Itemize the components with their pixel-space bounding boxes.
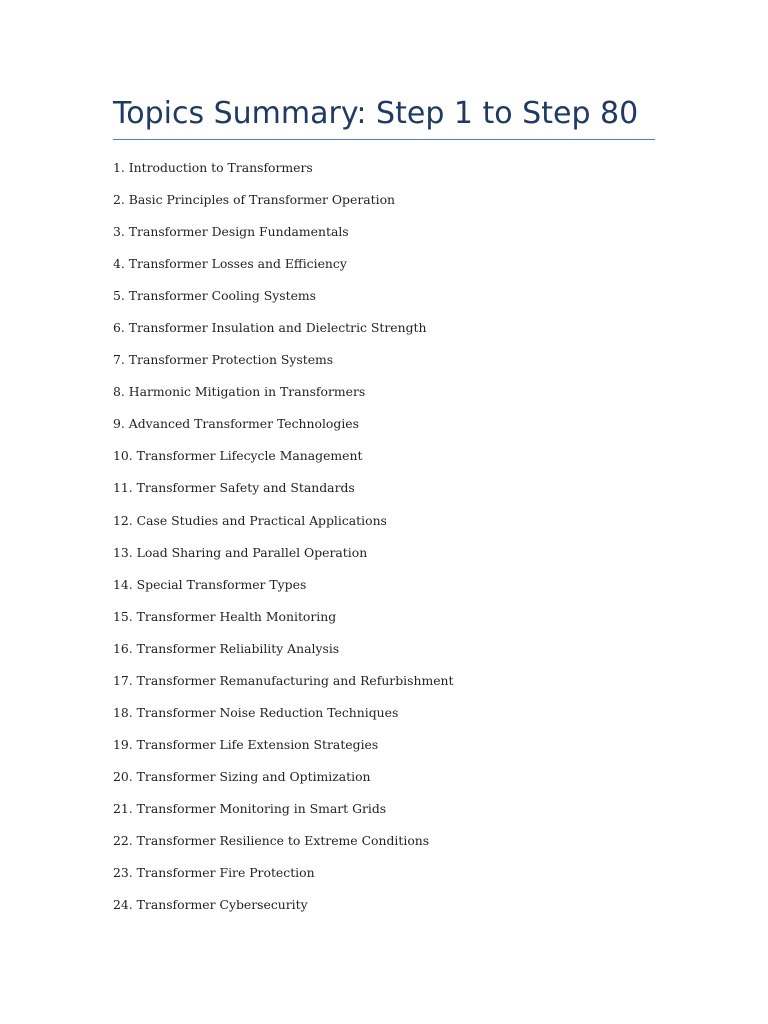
list-item: 2. Basic Principles of Transformer Operation [113, 192, 396, 208]
page-title: Topics Summary: Step 1 to Step 80 [113, 96, 639, 131]
list-item: 18. Transformer Noise Reduction Techniques [113, 704, 399, 720]
list-item: 16. Transformer Reliability Analysis [113, 640, 340, 656]
list-item: 4. Transformer Losses and Efficiency [113, 256, 347, 272]
list-item: 13. Load Sharing and Parallel Operation [113, 544, 368, 560]
list-item: 14. Special Transformer Types [113, 576, 307, 592]
list-item: 17. Transformer Remanufacturing and Refurbishment [113, 672, 454, 688]
list-item: 19. Transformer Life Extension Strategies [113, 736, 379, 752]
list-item: 9. Advanced Transformer Technologies [113, 416, 359, 432]
list-item: 8. Harmonic Mitigation in Transformers [113, 384, 366, 400]
title-underline [113, 139, 655, 140]
list-item: 3. Transformer Design Fundamentals [113, 224, 349, 240]
list-item: 12. Case Studies and Practical Applications [113, 512, 387, 528]
list-item: 15. Transformer Health Monitoring [113, 608, 337, 624]
list-item: 23. Transformer Fire Protection [113, 865, 315, 881]
list-item: 21. Transformer Monitoring in Smart Grids [113, 800, 387, 816]
list-item: 11. Transformer Safety and Standards [113, 480, 355, 496]
list-item: 5. Transformer Cooling Systems [113, 288, 317, 304]
topic-list [113, 158, 454, 927]
list-item: 24. Transformer Cybersecurity [113, 897, 308, 913]
list-item: 20. Transformer Sizing and Optimization [113, 768, 371, 784]
list-item: 6. Transformer Insulation and Dielectric Strength [113, 320, 427, 336]
list-item: 1. Introduction to Transformers [113, 160, 313, 175]
list-item: 10. Transformer Lifecycle Management [113, 448, 363, 464]
list-item: 7. Transformer Protection Systems [113, 352, 334, 368]
list-item: 22. Transformer Resilience to Extreme Conditions [113, 832, 430, 848]
